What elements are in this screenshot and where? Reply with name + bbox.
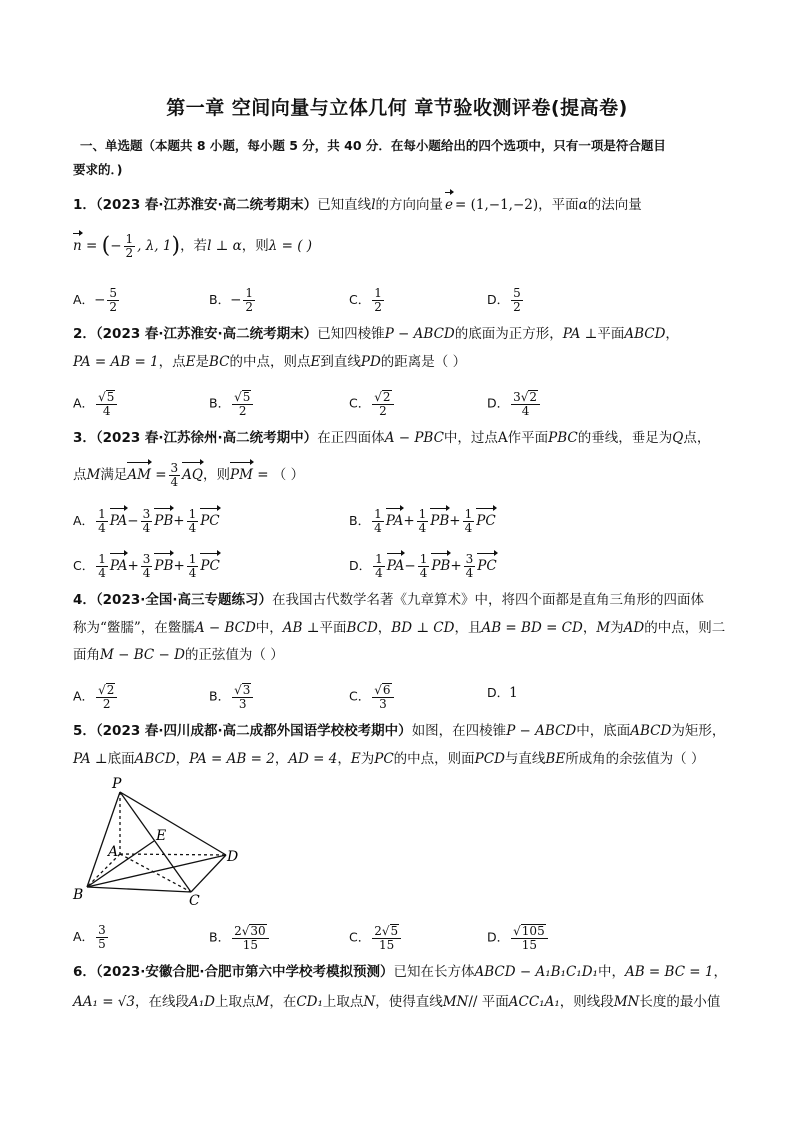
q2-option-b: B． $\frac{√5}{2}$: [209, 390, 255, 418]
q5-option-d: D． $\frac{√105}{15}$: [487, 924, 550, 952]
edge-AC: [120, 854, 191, 892]
q6-line1: 6．（2023·安徽合肥·合肥市第六中学校考模拟预测）已知在长方体ABCD − A₁B₁C₁D₁中，AB = BC = 1，: [73, 964, 728, 980]
q3-option-d: D． $\frac{1}{4}$ PA− $\frac{1}{4}$ PB+ $\frac{3}{4}$ PC: [349, 552, 497, 580]
q3-line2: 点M满足AM = $\frac{3}{4}$ AQ，则PM = （ ）: [73, 461, 305, 489]
q5-option-a: A． $\frac{3}{5}$: [73, 923, 106, 951]
q1-option-d: D． $\frac{5}{2}$: [487, 286, 521, 314]
label-P: P: [112, 776, 122, 792]
q2-option-c: C． $\frac{√2}{2}$: [349, 390, 396, 418]
q2-option-a: A． $\frac{√5}{4}$: [73, 390, 119, 418]
q4-option-b: B． $\frac{√3}{3}$: [209, 683, 255, 711]
q5-option-c: C． $\frac{2√5}{15}$: [349, 924, 403, 952]
q5-pyramid-figure: [70, 772, 250, 907]
q4-option-c: C． $\frac{√6}{3}$: [349, 683, 396, 711]
label-C: C: [189, 893, 200, 907]
label-E: E: [156, 828, 167, 844]
label-D: D: [227, 849, 239, 865]
q2-line1: 2．（2023 春·江苏淮安·高二统考期末）已知四棱锥P − ABCD的底面为正方形，PA ⊥平面ABCD，: [73, 326, 679, 342]
q4-line1: 4．（2023·全国·高三专题练习）在我国古代数学名著《九章算术》中，将四个面都是直角三角形的四面体: [73, 592, 704, 608]
label-B: B: [73, 887, 84, 903]
q3-line1: 3．（2023 春·江苏徐州·高二统考期中）在正四面体A − PBC中，过点A作平面PBC的垂线，垂足为Q点，: [73, 430, 711, 446]
q3-option-b: B． $\frac{1}{4}$ PA+ $\frac{1}{4}$ PB+ $\frac{1}{4}$ PC: [349, 507, 496, 535]
q2-line2: PA = AB = 1，点E是BC的中点，则点E到直线PD的距离是（ ）: [73, 354, 467, 370]
edge-BC: [87, 887, 191, 892]
q2-option-d: D． $\frac{3√2}{4}$: [487, 390, 542, 418]
q5-option-b: B． $\frac{2√30}{15}$: [209, 924, 271, 952]
edge-CD: [191, 855, 226, 892]
section-heading: 一、单选题（本题共 8 小题，每小题 5 分，共 40 分．在每小题给出的四个选项中，只有一项是符合题目: [80, 138, 666, 153]
q1-option-c: C． $\frac{1}{2}$: [349, 286, 382, 314]
label-A: A: [108, 844, 119, 860]
q5-line2: PA ⊥底面ABCD，PA = AB = 2，AD = 4，E为PC的中点，则面PCD与直线BE所成角的余弦值为（ ）: [73, 751, 705, 767]
q4-option-a: A． $\frac{√2}{2}$: [73, 683, 119, 711]
edge-PD: [120, 792, 226, 855]
q6-line2: AA₁ = √3，在线段A₁D上取点M，在CD₁上取点N，使得直线MN// 平面ACC₁A₁，则线段MN长度的最小值: [73, 994, 721, 1010]
q4-option-d: D．1: [487, 685, 518, 701]
q4-line2: 称为“鳖臑”，在鳖臑A − BCD中，AB ⊥平面BCD，BD ⊥ CD，且AB = BD = CD，M为AD的中点，则二: [73, 620, 726, 636]
q4-line3: 面角M − BC − D的正弦值为（ ）: [73, 647, 284, 663]
q1-line2: n = (− $\frac{1}{2}$ , λ, 1)，若l ⊥ α，则λ = ( ): [73, 232, 313, 260]
q3-option-a: A． $\frac{1}{4}$ PA− $\frac{3}{4}$ PB+ $\frac{1}{4}$ PC: [73, 507, 220, 535]
q5-line1: 5．（2023 春·四川成都·高二成都外国语学校校考期中）如图，在四棱锥P − ABCD中，底面ABCD为矩形，: [73, 723, 726, 739]
q3-option-c: C． $\frac{1}{4}$ PA+ $\frac{3}{4}$ PB+ $\frac{1}{4}$ PC: [73, 552, 220, 580]
page-title: 第一章 空间向量与立体几何 章节验收测评卷(提高卷): [166, 97, 628, 119]
q1-option-a: A．− $\frac{5}{2}$: [73, 286, 118, 314]
section-heading-cont: 要求的．): [73, 162, 123, 177]
q1-option-b: B．− $\frac{1}{2}$: [209, 286, 254, 314]
edge-PB: [87, 792, 120, 887]
q1-line1: 1．（2023 春·江苏淮安·高二统考期末）已知直线l的方向向量 e = (1,−1,−2)，平面α的法向量: [73, 197, 642, 213]
